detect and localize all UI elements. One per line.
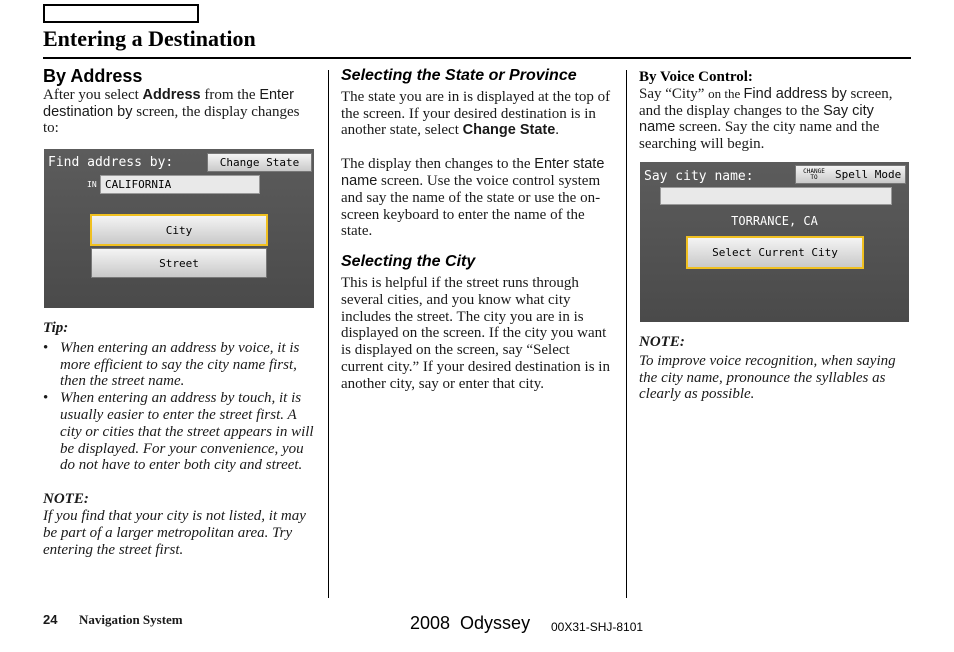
- tip-list: [43, 340, 315, 474]
- footer-section-label: Navigation System: [79, 612, 183, 627]
- in-label: IN: [87, 180, 97, 189]
- header-tab-box: [43, 4, 199, 23]
- tip-heading: Tip:: [43, 320, 69, 336]
- column-state-city: [341, 68, 613, 393]
- text-run: Change State: [462, 122, 556, 139]
- section-heading-by-address: By Address: [43, 66, 143, 86]
- city-name-field[interactable]: [660, 187, 892, 205]
- city-button[interactable]: City: [90, 214, 268, 246]
- page-number: 24: [43, 612, 58, 627]
- text-run: Find address by: [743, 85, 847, 102]
- text-run: screen, the display changes to:: [43, 103, 300, 137]
- find-address-screen: [44, 149, 314, 308]
- text-run: Say city name: [639, 102, 874, 136]
- text-run: on the: [708, 85, 744, 101]
- say-city-name-screen: [640, 162, 909, 322]
- section-heading-state: Selecting the State or Province: [341, 67, 577, 84]
- select-current-city-button[interactable]: Select Current City: [686, 236, 864, 269]
- city-paragraph: This is helpful if the street runs through several cities, and you know what city includes the street. The city you are in is displayed on the screen. If the city you want is displayed on the screen, say “Select current city.” If your desired destination is in another city, say or enter that city.: [341, 274, 610, 392]
- column-divider-2: [626, 70, 627, 598]
- column-voice-control: [639, 69, 911, 153]
- screen-title: Find address by:: [48, 155, 174, 170]
- state-paragraph-2: [341, 156, 613, 240]
- text-run: from the: [200, 86, 260, 103]
- street-button[interactable]: Street: [91, 248, 267, 278]
- text-run: screen. Say the city name and the searching will begin.: [639, 119, 880, 153]
- voice-note-block: [639, 334, 911, 403]
- note-heading: NOTE:: [43, 491, 89, 508]
- column-by-address: [43, 68, 315, 137]
- text-run: Address: [142, 86, 201, 103]
- screen-title: Say city name:: [644, 169, 754, 184]
- text-run: After you select: [43, 86, 143, 103]
- text-run: The display then changes to the: [341, 156, 535, 173]
- text-run: Say “City”: [639, 85, 709, 102]
- column-divider-1: [328, 70, 329, 598]
- tip-item: • When entering an address by touch, it is usually easier to enter the street first. A city or cities that the street appears in will be displayed. For your convenience, you do not have to enter both city and street.: [43, 390, 315, 474]
- state-field[interactable]: CALIFORNIA: [100, 175, 260, 194]
- change-to-label: CHANGE TO: [803, 167, 825, 181]
- text-run: Enter destination by: [43, 86, 294, 120]
- spell-mode-label: Spell Mode: [835, 168, 902, 181]
- footer-model: 2008 Odyssey: [410, 613, 531, 633]
- note-text: If you find that your city is not listed, it may be part of a larger metropolitan area. Try entering the street first.: [43, 507, 306, 558]
- spell-mode-button[interactable]: [795, 165, 906, 184]
- page-title: Entering a Destination: [43, 26, 256, 51]
- text-run: screen. Use the voice control system and say the name of the state or use the on-screen keyboard to enter the name of the state.: [341, 172, 601, 240]
- note-text: To improve voice recognition, when saying the city name, pronounce the syllables as clearly as possible.: [639, 352, 896, 403]
- tips-block: [43, 320, 315, 558]
- state-paragraph-1: [341, 89, 613, 139]
- intro-paragraph: [43, 87, 315, 137]
- tip-item: • When entering an address by voice, it is more efficient to say the city name first, then the street name.: [43, 340, 315, 390]
- note-heading: NOTE:: [639, 334, 685, 350]
- text-run: The state you are in is displayed at the top of the screen. If your desired destination is in another state, select: [341, 88, 611, 139]
- text-run: .: [555, 122, 560, 139]
- header-rule: [43, 57, 911, 59]
- text-run: screen, and the display changes to the: [639, 85, 893, 119]
- current-city-label: TORRANCE, CA: [731, 214, 818, 228]
- change-state-button[interactable]: Change State: [207, 153, 312, 172]
- section-heading-voice: By Voice Control:: [639, 69, 753, 85]
- voice-paragraph: [639, 86, 911, 153]
- section-heading-city: Selecting the City: [341, 253, 476, 271]
- footer-code: 00X31-SHJ-8101: [551, 620, 644, 634]
- text-run: Enter state name: [341, 156, 605, 189]
